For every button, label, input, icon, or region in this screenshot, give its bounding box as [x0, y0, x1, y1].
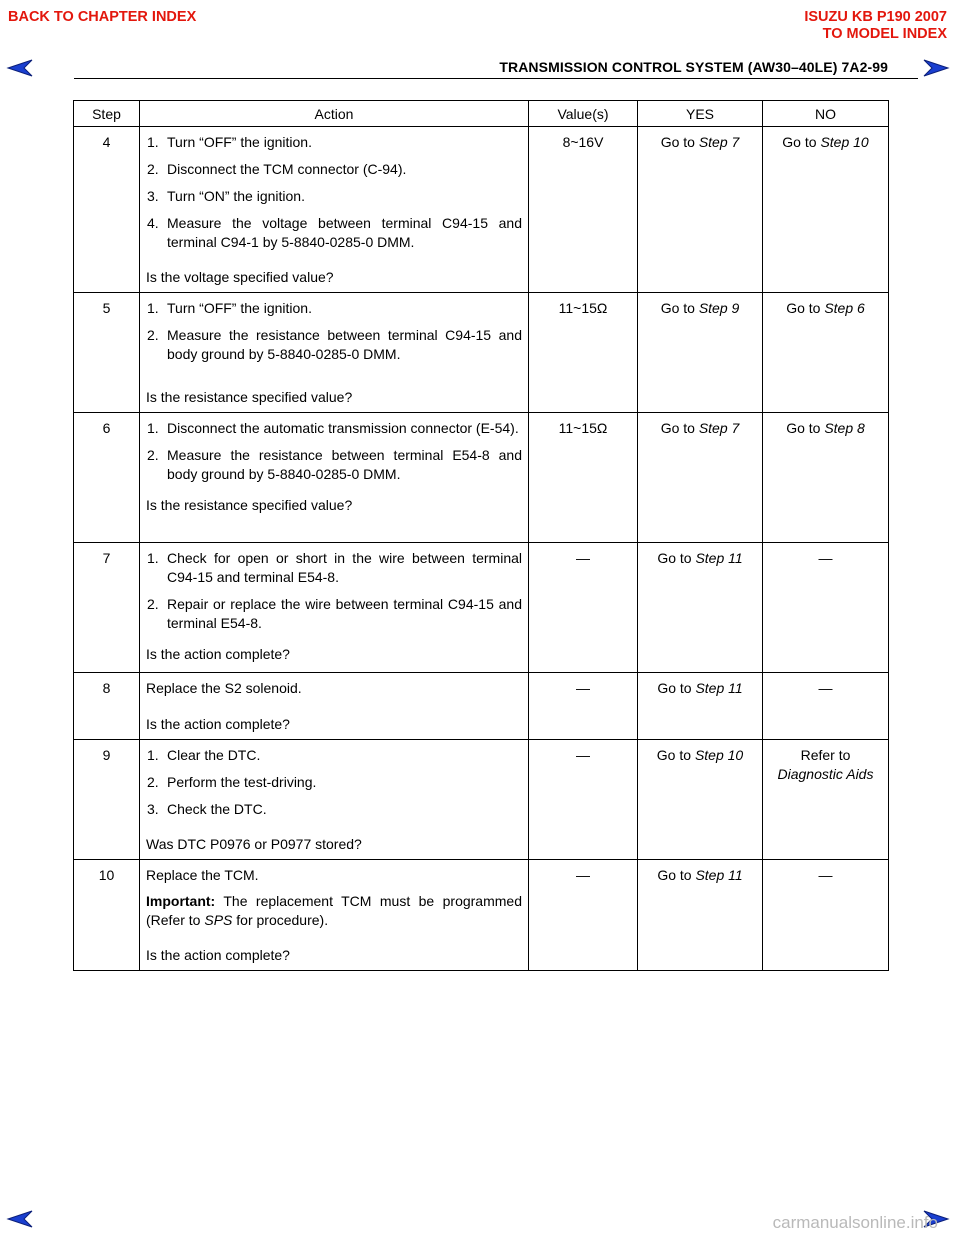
yes-cell: Go to Step 7 [638, 127, 763, 293]
step-reference-link[interactable]: Step 10 [820, 134, 869, 150]
question-text: Is the voltage specified value? [146, 269, 334, 285]
list-item: 2. Measure the resistance between terminal C94-15 and body ground by 5-8840-0285-0 DMM. [147, 327, 522, 362]
list-item: 1. Turn “OFF” the ignition. [147, 134, 312, 150]
value-cell: 8~16V [529, 127, 638, 293]
diagnostic-aids-link[interactable]: Diagnostic Aids [777, 766, 874, 782]
previous-page-arrow-icon[interactable] [6, 1208, 34, 1230]
question-text: Is the action complete? [146, 947, 290, 963]
step-reference-link[interactable]: Step 10 [694, 747, 744, 763]
sps-reference-link[interactable]: SPS [204, 912, 233, 928]
page-header: TRANSMISSION CONTROL SYSTEM (AW30–40LE) 7A2-99 [499, 59, 888, 75]
no-cell: Go to Step 10 [763, 127, 889, 293]
list-item: 1. Clear the DTC. [147, 747, 261, 763]
header-divider [74, 78, 918, 79]
action-cell [140, 127, 529, 293]
to-model-index-link[interactable]: TO MODEL INDEX [822, 26, 947, 42]
column-header-action: Action [140, 101, 529, 127]
back-to-chapter-index-link[interactable]: BACK TO CHAPTER INDEX [8, 9, 197, 25]
value-cell: — [529, 740, 638, 860]
no-cell: Refer to Diagnostic Aids [763, 740, 889, 860]
list-item: 1. Turn “OFF” the ignition. [147, 300, 312, 316]
yes-cell: Go to Step 10 [638, 740, 763, 860]
question-text: Is the action complete? [146, 646, 290, 662]
model-index-links [804, 9, 947, 43]
list-item: 3. Turn “ON” the ignition. [147, 188, 305, 204]
previous-page-arrow-icon[interactable] [6, 57, 34, 79]
action-cell [140, 413, 529, 543]
yes-cell: Go to Step 7 [638, 413, 763, 543]
question-text: Is the action complete? [146, 716, 290, 732]
value-cell: — [529, 673, 638, 740]
model-title-link[interactable]: ISUZU KB P190 2007 [804, 9, 947, 25]
no-cell: — [763, 860, 889, 971]
question-text: Was DTC P0976 or P0977 stored? [146, 836, 362, 852]
step-number: 4 [74, 127, 140, 293]
list-item: 2. Disconnect the TCM connector (C-94). [147, 161, 407, 177]
list-item: 1. Disconnect the automatic transmission connector (E-54). [147, 420, 519, 436]
action-cell [140, 543, 529, 673]
yes-cell: Go to Step 11 [638, 860, 763, 971]
step-reference-link[interactable]: Step 11 [695, 867, 743, 883]
action-cell [140, 293, 529, 413]
action-cell [140, 740, 529, 860]
question-text: Is the resistance specified value? [146, 389, 353, 405]
table-row [74, 413, 889, 543]
column-header-step: Step [74, 101, 140, 127]
step-reference-link[interactable]: Step 11 [695, 550, 743, 566]
list-item: 4. Measure the voltage between terminal C94-15 and terminal C94-1 by 5-8840-0285-0 DMM. [147, 215, 522, 250]
no-cell: Go to Step 8 [763, 413, 889, 543]
question-text: Is the resistance specified value? [146, 497, 353, 513]
no-cell: — [763, 543, 889, 673]
list-item: 2. Measure the resistance between terminal E54-8 and body ground by 5-8840-0285-0 DMM. [147, 447, 522, 482]
value-cell: — [529, 543, 638, 673]
table-row [74, 127, 889, 293]
yes-cell: Go to Step 11 [638, 673, 763, 740]
list-item: 1. Check for open or short in the wire between terminal C94-15 and terminal E54-8. [147, 550, 522, 585]
important-note: Important: The replacement TCM must be programmed (Refer to SPS for procedure). [146, 893, 522, 928]
next-page-arrow-icon[interactable] [922, 57, 950, 79]
yes-cell: Go to Step 11 [638, 543, 763, 673]
site-watermark: carmanualsonline.info [772, 1213, 938, 1232]
step-number: 5 [74, 293, 140, 413]
table-row [74, 673, 889, 740]
no-cell: — [763, 673, 889, 740]
step-reference-link[interactable]: Step 8 [824, 420, 865, 436]
value-cell: 11~15Ω [529, 293, 638, 413]
step-reference-link[interactable]: Step 9 [698, 300, 740, 316]
list-item: 2. Perform the test-driving. [147, 774, 317, 790]
column-header-values: Value(s) [529, 101, 638, 127]
step-number: 9 [74, 740, 140, 860]
table-row [74, 740, 889, 860]
step-number: 7 [74, 543, 140, 673]
no-cell: Go to Step 6 [763, 293, 889, 413]
value-cell: — [529, 860, 638, 971]
table-row [74, 860, 889, 971]
yes-cell: Go to Step 9 [638, 293, 763, 413]
step-reference-link[interactable]: Step 6 [824, 300, 865, 316]
table-row [74, 543, 889, 673]
step-reference-link[interactable]: Step 11 [695, 680, 743, 696]
step-reference-link[interactable]: Step 7 [698, 420, 740, 436]
step-reference-link[interactable]: Step 7 [698, 134, 740, 150]
list-item: 3. Check the DTC. [147, 801, 267, 817]
action-cell [140, 673, 529, 740]
table-row [74, 293, 889, 413]
action-text: Replace the TCM. [146, 867, 259, 883]
diagnostic-table [73, 100, 889, 971]
column-header-no: NO [763, 101, 889, 127]
table-header-row [74, 101, 889, 127]
list-item: 2. Repair or replace the wire between terminal C94-15 and terminal E54-8. [147, 596, 522, 631]
action-cell [140, 860, 529, 971]
action-text: Replace the S2 solenoid. [146, 680, 302, 696]
step-number: 8 [74, 673, 140, 740]
column-header-yes: YES [638, 101, 763, 127]
step-number: 10 [74, 860, 140, 971]
step-number: 6 [74, 413, 140, 543]
value-cell: 11~15Ω [529, 413, 638, 543]
